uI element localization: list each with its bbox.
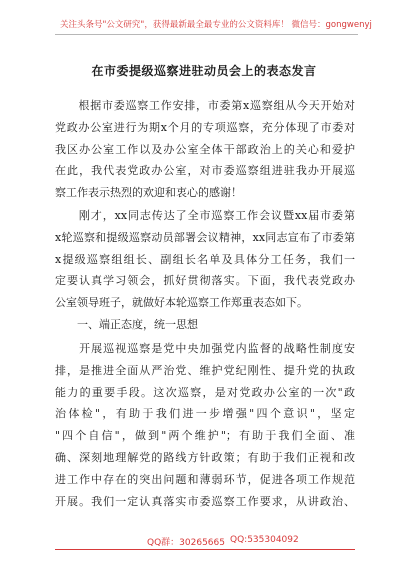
paragraph-3 <box>55 338 355 512</box>
paragraph-line: 进工作中存在的突出问题和薄弱环节，促进各项工作规范 <box>55 472 355 486</box>
section-heading-1 <box>55 314 355 336</box>
header-notice: 关注头条号"公文研究"，获得最新最全最专业的公文资料库！ 微信号：gongwenyj <box>60 20 372 30</box>
header-divider <box>55 34 358 35</box>
paragraph-line: 能力的重要手段。这次巡察，是对党政办公室的一次"政 <box>55 385 355 399</box>
document-title: 在市委提级巡察进驻动员会上的表态发言 <box>91 64 317 78</box>
paragraph-line: 察工作表示热烈的欢迎和衷心的感谢！ <box>55 186 242 200</box>
paragraph-1 <box>55 95 355 204</box>
paragraph-line: x轮巡察和提级巡察动员部署会议精神，xx同志宣布了市委第 <box>55 230 355 244</box>
paragraph-line: 在此，我代表党政办公室，对市委巡察组进驻我办开展巡 <box>55 164 355 178</box>
paragraph-line: "四个自信"，做到"两个维护"；有助于我们全面、准 <box>55 429 355 443</box>
footer-divider <box>55 549 355 550</box>
section-heading: 一、端正态度，统一思想 <box>55 318 198 331</box>
paragraph-line: 开展。我们一定认真落实市委巡察工作要求，从讲政治、 <box>55 494 355 508</box>
paragraph-line: 根据市委巡察工作安排，市委第x巡察组从今天开始对 <box>55 99 355 112</box>
paragraph-line: 我区办公室工作以及办公室全体干部政治上的关心和爱护 <box>55 142 355 156</box>
paragraph-line: 公室领导班子，就做好本轮巡察工作郑重表态如下。 <box>55 296 308 310</box>
paragraph-line: 确、深刻地理解党的路线方针政策；有助于我们正视和改 <box>55 450 355 464</box>
paragraph-line: 定要认真学习领会，抓好贯彻落实。下面，我代表党政办 <box>55 274 355 288</box>
paragraph-line: 刚才，xx同志传达了全市巡察工作会议暨xx届市委第 <box>55 209 355 222</box>
paragraph-line: 党政办公室进行为期x个月的专项巡察，充分体现了市委对 <box>55 120 355 134</box>
paragraph-line: 治体检"，有助于我们进一步增强"四个意识"，坚定 <box>55 407 355 421</box>
paragraph-line: 开展巡视巡察是党中央加强党内监督的战略性制度安 <box>55 342 355 355</box>
paragraph-line: x提级巡察组组长、副组长名单及具体分工任务，我们一 <box>55 252 355 266</box>
qq-contact-label: QQ:535304092 <box>230 535 299 545</box>
qq-group-label: QQ群：30265665 <box>147 538 225 548</box>
paragraph-2 <box>55 205 355 314</box>
paragraph-line: 排，是推进全面从严治党、维护党纪刚性、提升党的执政 <box>55 363 355 377</box>
